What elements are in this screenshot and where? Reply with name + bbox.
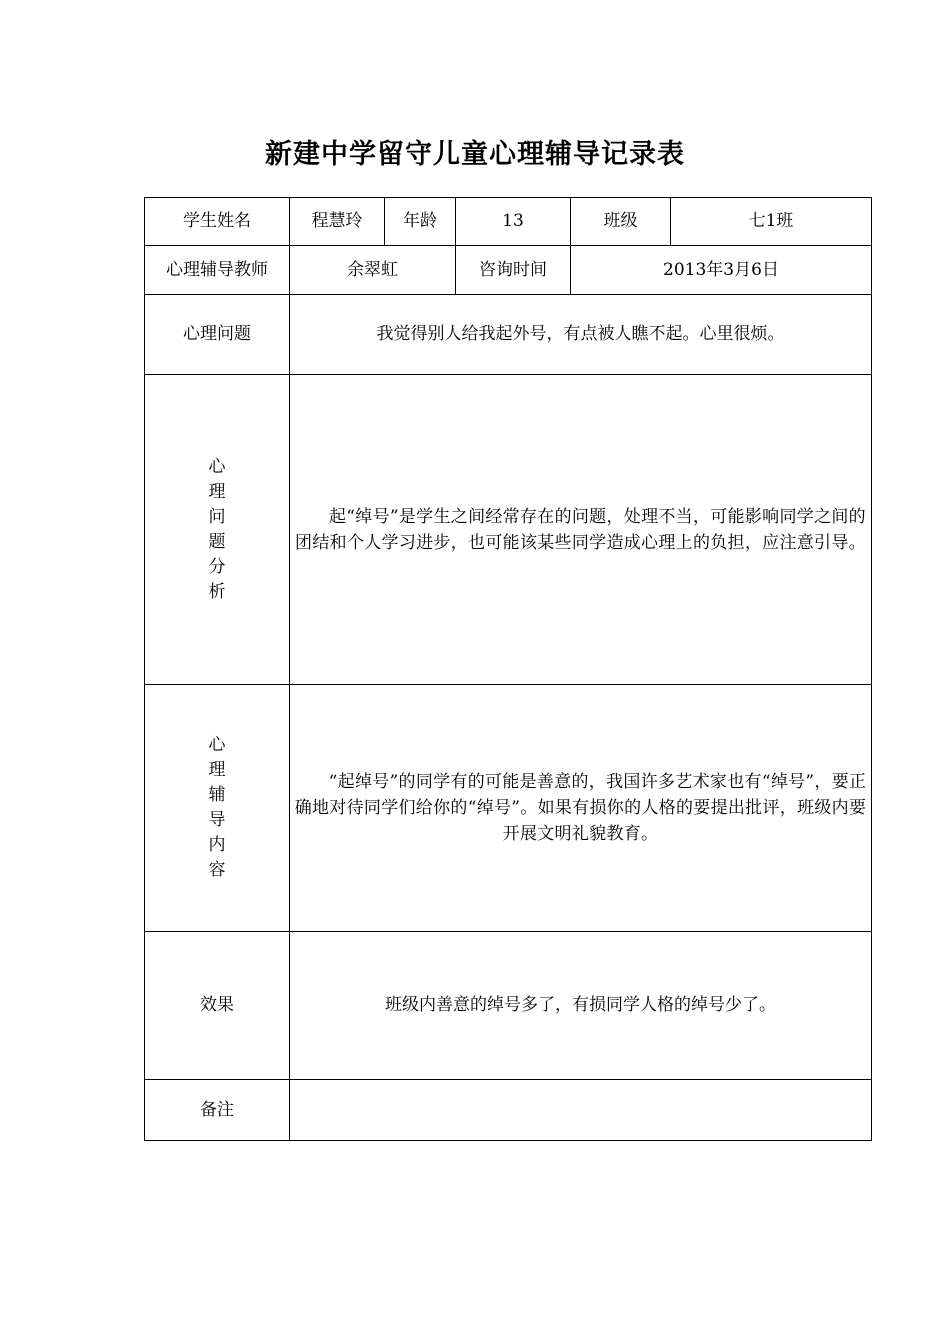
student-name-label: 学生姓名 — [145, 198, 290, 246]
counseling-record-table — [144, 197, 872, 1141]
counseling-label-char: 心 — [208, 735, 226, 755]
analysis-text: 起“绰号”是学生之间经常存在的问题，处理不当，可能影响同学之间的团结和个人学习进步，也可能该某些同学造成心理上的负担，应注意引导。 — [295, 506, 866, 553]
class-label: 班级 — [571, 198, 671, 246]
effect-text: 班级内善意的绰号多了，有损同学人格的绰号少了。 — [290, 932, 872, 1080]
analysis-label-char: 理 — [208, 481, 226, 502]
counseling-label-char: 导 — [208, 810, 226, 830]
page-title: 新建中学留守儿童心理辅导记录表 — [265, 139, 685, 170]
analysis-label-char: 问 — [208, 506, 226, 527]
table-row-teacher-info — [145, 246, 872, 295]
age-value: 13 — [456, 198, 571, 246]
problem-label: 心理问题 — [145, 295, 290, 375]
table-row-counseling — [145, 685, 872, 932]
counseling-label-char: 容 — [208, 860, 226, 880]
consult-time-label: 咨询时间 — [456, 246, 571, 295]
analysis-label-char: 析 — [208, 581, 226, 602]
counseling-cell — [290, 685, 872, 932]
analysis-label-char: 心 — [208, 456, 226, 477]
table-row-problem — [145, 295, 872, 375]
counseling-label-char: 辅 — [208, 785, 226, 805]
age-label: 年龄 — [385, 198, 456, 246]
table-row-remarks — [145, 1080, 872, 1141]
analysis-label — [145, 375, 290, 685]
counseling-text: “起绰号”的同学有的可能是善意的，我国许多艺术家也有“绰号”，要正确地对待同学们给你的“绰号”。如果有损你的人格的要提出批评，班级内要开展文明礼貌教育。 — [294, 772, 867, 844]
consult-time-value: 2013年3月6日 — [571, 246, 872, 295]
counseling-label — [145, 685, 290, 932]
remarks-label: 备注 — [145, 1080, 290, 1141]
teacher-label: 心理辅导教师 — [145, 246, 290, 295]
student-name-value: 程慧玲 — [290, 198, 385, 246]
table-row-student-info — [145, 198, 872, 246]
table-row-analysis — [145, 375, 872, 685]
problem-text: 我觉得别人给我起外号，有点被人瞧不起。心里很烦。 — [290, 295, 872, 375]
class-value: 七1班 — [671, 198, 872, 246]
table-row-effect — [145, 932, 872, 1080]
analysis-label-char: 分 — [208, 556, 226, 577]
counseling-label-char: 内 — [208, 835, 226, 855]
analysis-cell — [290, 375, 872, 685]
effect-label: 效果 — [145, 932, 290, 1080]
analysis-label-char: 题 — [208, 531, 226, 552]
teacher-value: 余翠虹 — [290, 246, 456, 295]
counseling-label-char: 理 — [208, 760, 226, 780]
remarks-value — [290, 1080, 872, 1141]
